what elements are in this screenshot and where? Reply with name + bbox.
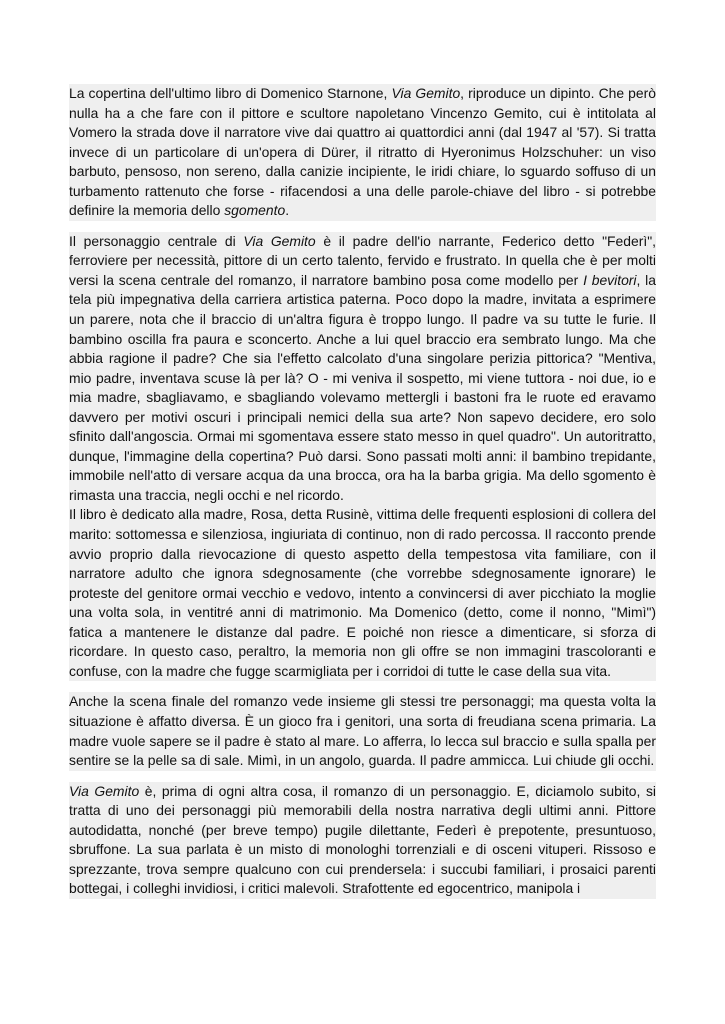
text-segment: , riproduce un dipinto. Che però nulla ha a che fare con il pittore e scultore napoletano Vincenzo Gemito, cui è intitolata al Vomero la strada dove il narratore vive dai quattro ai quattordici anni (dal 1947 al '57). Si tratta invece di un particolare di un'opera di Dürer, il ritratto di Hyeronimus Holzschuher: un viso barbuto, pensoso, non sereno, dalla canizie incipiente, le iridi chiare, lo sguardo soffuso di un turbamento rattenuto che forse - rifacendosi a una delle parole-chiave del libro - si potrebbe definire la memoria dello xyxy=(69,85,656,219)
text-segment: Il personaggio centrale di xyxy=(69,232,244,249)
italic-text: Via Gemito xyxy=(243,232,316,249)
italic-text: Via Gemito xyxy=(391,85,461,101)
paragraph-5 xyxy=(69,782,656,899)
text-segment: . xyxy=(285,202,290,219)
text-segment: è il padre dell'io narrante, Federico detto "Federì", ferroviere per necessità, pittore di un certo talento, fervido e frustrato. In quella che è per molti versi la scena centrale del romanzo, il narratore bambino posa come modello per xyxy=(69,232,656,288)
paragraph-4 xyxy=(69,692,656,770)
text-segment: , la tela più impegnativa della carriera artistica paterna. Poco dopo la madre, invitata a esprimere un parere, nota che il braccio di un'altra figura è troppo lungo. Il padre va su tutte le furie. Il bambino oscilla fra paura e sconcerto. Anche a lui quel braccio era sembrato lungo. Ma che abbia ragione il padre? Che sia l'effetto calcolato d'una singolare perizia pittorica? "Mentiva, mio padre, inventava scuse là per là? O - mi veniva il sospetto, mi viene tuttora - noi due, io e mia madre, sbagliavamo, e sbagliando volevamo mettergli i bastoni fra le ruote ed eravamo davvero per motivi oscuri i principali nemici della sua arte? Non sapevo decidere, ero solo sfinito dall'angoscia. Ormai mi sgomentava essere stato messo in quel quadro". Un autoritratto, dunque, l'immagine della copertina? Può darsi. Sono passati molti anni: il bambino trepidante, immobile nell'atto di versare acqua da una brocca, ora ha la barba grigia. Ma dello sgomento è rimasta una traccia, negli occhi e nel ricordo. xyxy=(69,271,656,503)
italic-text: I bevitori xyxy=(583,271,637,288)
paragraph-1 xyxy=(69,84,656,221)
italic-text: sgomento xyxy=(224,202,286,219)
text-segment: Il libro è dedicato alla madre, Rosa, detta Rusinè, vittima delle frequenti esplosioni di collera del marito: sottomessa e silenziosa, ingiuriata di continuo, non di rado percossa. Il racconto prende avvio proprio dalla rievocazione di questo aspetto della tempestosa vita familiare, con il narratore adulto che ignora sdegnosamente (che vorrebbe sdegnosamente ignorare) le proteste del genitore ormai vecchio e vedovo, intento a convincersi di aver picchiato la moglie una volta sola, in ventitré anni di matrimonio. Ma Domenico (detto, come il nonno, "Mimì") fatica a mantenere le distanze dal padre. E poiché non riesce a dimenticare, si sforza di ricordare. In questo caso, peraltro, la memoria non gli offre se non immagini trascoloranti e confuse, con la madre che fugge scarmigliata per i corridoi di tutte le case della sua vita. xyxy=(69,506,656,679)
italic-text: Via Gemito xyxy=(69,782,140,799)
text-segment: è, prima di ogni altra cosa, il romanzo di un personaggio. E, diciamolo subito, si tratta di uno dei personaggi più memorabili della nostra narrativa degli ultimi anni. Pittore autodidatta, nonché (per breve tempo) pugile dilettante, Federì è prepotente, presuntuoso, sbruffone. La sua parlata è un misto di monologhi torrenziali e di osceni vituperi. Rissoso e sprezzante, trova sempre qualcuno con cui prendersela: i succubi familiari, i prosaici parenti bottegai, i colleghi invidiosi, i critici malevoli. Strafottente ed egocentrico, manipola i xyxy=(69,782,656,897)
text-segment: La copertina dell'ultimo libro di Domenico Starnone, xyxy=(69,85,392,101)
paragraph-2 xyxy=(69,232,656,506)
paragraph-3 xyxy=(69,505,656,681)
document-page xyxy=(69,84,656,899)
text-segment: Anche la scena finale del romanzo vede insieme gli stessi tre personaggi; ma questa volta la situazione è affatto diversa. È un gioco fra i genitori, una sorta di freudiana scena primaria. La madre vuole sapere se il padre è stato al mare. Lo afferra, lo lecca sul braccio e sulla spalla per sentire se la pelle sa di sale. Mimì, in un angolo, guarda. Il padre ammicca. Lui chiude gli occhi. xyxy=(69,693,656,769)
